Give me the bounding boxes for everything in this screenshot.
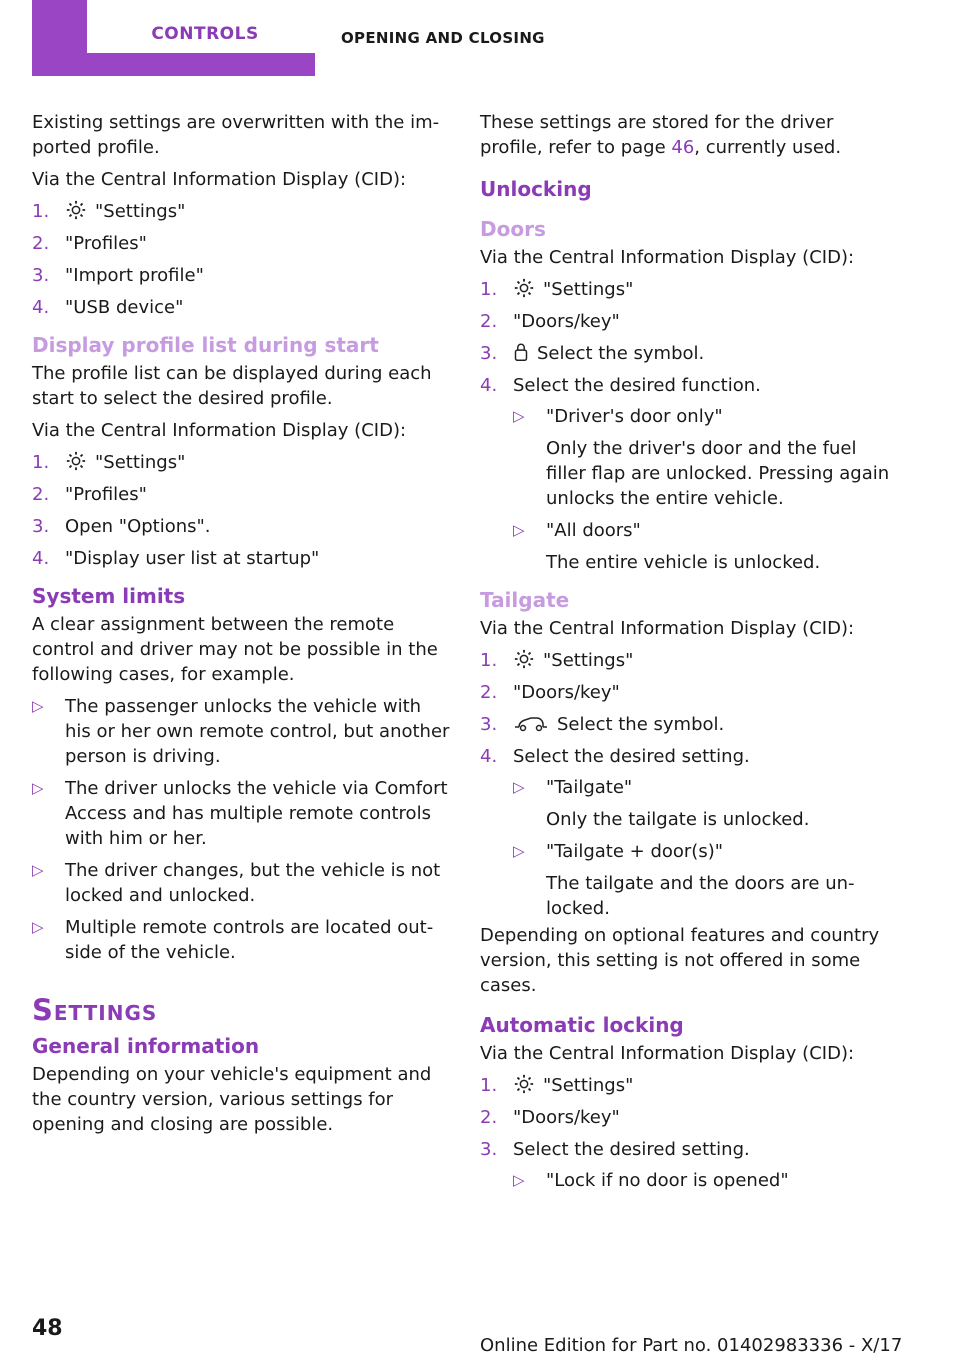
- system-limits-text: A clear assignment between the remote control and driver may not be possible in the following cases, for example.: [32, 614, 438, 685]
- step-item: 3. "Import profile": [32, 265, 204, 286]
- triangle-bullet-icon: ▷: [32, 861, 44, 879]
- triangle-bullet-icon: ▷: [32, 697, 44, 715]
- gear-icon: [65, 450, 87, 472]
- automatic-locking-steps: [480, 1073, 900, 1193]
- list-item: ▷ The driver unlocks the vehicle via Comfort Access and has multiple remote controls with him or her.: [32, 778, 448, 849]
- left-column: [32, 110, 450, 1144]
- intro-text: Existing settings are overwritten with the imported profile.: [32, 112, 440, 158]
- display-profile-text: The profile list can be displayed during each start to select the desired profile.: [32, 363, 432, 409]
- step-item: 2. "Profiles": [32, 233, 147, 254]
- triangle-bullet-icon: ▷: [513, 521, 525, 539]
- general-information-heading: General information: [32, 1034, 260, 1058]
- list-item: ▷ The passenger unlocks the vehicle with his or her own remote control, but another person is driving.: [32, 696, 450, 767]
- list-item: ▷ "Driver's door only" Only the driver's door and the fuel filler flap are unlocked. Pressing again unlocks the entire vehicle.: [513, 406, 890, 509]
- stored-settings-text: These settings are stored for the driver profile, refer to page 46, currently used.: [480, 112, 842, 158]
- doors-options-list: [513, 404, 900, 575]
- section-title: OPENING AND CLOSING: [341, 29, 545, 47]
- settings-heading: Settings: [32, 993, 158, 1027]
- triangle-bullet-icon: ▷: [513, 842, 525, 860]
- via-cid-text: Via the Central Information Display (CID):: [480, 618, 855, 639]
- chapter-tab-label-box: [87, 0, 323, 53]
- gear-icon: [513, 648, 535, 670]
- triangle-bullet-icon: ▷: [32, 918, 44, 936]
- step-item: 4. Select the desired function. ▷ "Driver's door only" Only the driver's door and the fuel filler flap are unlocked. Pressing again unlocks the entire vehicle. ▷ "All doors" The entire vehicle is unlocked.: [480, 373, 900, 575]
- gear-icon: [513, 1073, 535, 1095]
- doors-heading: Doors: [480, 217, 546, 241]
- car-tailgate-icon: [513, 712, 549, 734]
- lock-icon: [513, 341, 529, 363]
- step-item: 4. "USB device": [32, 297, 184, 318]
- triangle-bullet-icon: ▷: [513, 407, 525, 425]
- system-limits-list: [32, 694, 450, 965]
- step-item: 3. Select the symbol.: [480, 714, 725, 735]
- unlocking-heading: Unlocking: [480, 177, 592, 201]
- gear-icon: [65, 199, 87, 221]
- general-information-text: Depending on your vehicle's equipment and the country version, various settings for opening and closing are possible.: [32, 1064, 432, 1135]
- gear-icon: [513, 277, 535, 299]
- step-item: 2. "Doors/key": [480, 311, 620, 332]
- step-item: 4. "Display user list at startup": [32, 548, 320, 569]
- automatic-locking-options-list: [513, 1168, 900, 1193]
- doors-steps: [480, 277, 900, 575]
- step-item: 1. "Settings": [480, 650, 634, 671]
- system-limits-heading: System limits: [32, 584, 186, 608]
- list-item: ▷ "Lock if no door is opened": [513, 1170, 789, 1191]
- edition-footer: Online Edition for Part no. 01402983336 - X/17: [480, 1335, 903, 1356]
- tailgate-note: Depending on optional features and country version, this setting is not offered in some cases.: [480, 925, 880, 996]
- list-item: ▷ Multiple remote controls are located outside of the vehicle.: [32, 917, 434, 963]
- chapter-tab-label: CONTROLS: [151, 24, 259, 44]
- step-item: 3. Select the desired setting. ▷ "Lock if no door is opened": [480, 1137, 900, 1193]
- list-item: ▷ "Tailgate" Only the tailgate is unlocked.: [513, 777, 810, 830]
- step-item: 1. "Settings": [480, 1075, 634, 1096]
- step-item: 1. "Settings": [32, 452, 186, 473]
- via-cid-text: Via the Central Information Display (CID):: [32, 169, 407, 190]
- list-item: ▷ "Tailgate + door(s)" The tailgate and the doors are unlocked.: [513, 841, 855, 919]
- chapter-tab: [32, 0, 315, 76]
- step-item: 3. Open "Options".: [32, 516, 211, 537]
- list-item: ▷ The driver changes, but the vehicle is not locked and unlocked.: [32, 860, 441, 906]
- display-profile-heading: Display profile list during start: [32, 333, 379, 357]
- triangle-bullet-icon: ▷: [513, 778, 525, 796]
- right-column: [480, 110, 900, 1205]
- automatic-locking-heading: Automatic locking: [480, 1013, 684, 1037]
- step-item: 2. "Profiles": [32, 484, 147, 505]
- step-item: 1. "Settings": [480, 279, 634, 300]
- step-item: 3. Select the symbol.: [480, 343, 705, 364]
- step-item: 4. Select the desired setting. ▷ "Tailgate" Only the tailgate is unlocked. ▷ "Tailgate + door(s)" The tailgate and the doors are unlocked.: [480, 744, 900, 921]
- import-steps: [32, 199, 450, 320]
- page-number: 48: [32, 1316, 63, 1341]
- via-cid-text: Via the Central Information Display (CID):: [480, 1043, 855, 1064]
- step-item: 2. "Doors/key": [480, 682, 620, 703]
- via-cid-text: Via the Central Information Display (CID):: [32, 420, 407, 441]
- step-item: 1. "Settings": [32, 201, 186, 222]
- step-item: 2. "Doors/key": [480, 1107, 620, 1128]
- list-item: ▷ "All doors" The entire vehicle is unlocked.: [513, 520, 821, 573]
- triangle-bullet-icon: ▷: [513, 1171, 525, 1189]
- tailgate-heading: Tailgate: [480, 588, 570, 612]
- page-link[interactable]: 46: [671, 137, 695, 158]
- via-cid-text: Via the Central Information Display (CID):: [480, 247, 855, 268]
- display-profile-steps: [32, 450, 450, 571]
- triangle-bullet-icon: ▷: [32, 779, 44, 797]
- tailgate-options-list: [513, 775, 900, 921]
- tailgate-steps: [480, 648, 900, 921]
